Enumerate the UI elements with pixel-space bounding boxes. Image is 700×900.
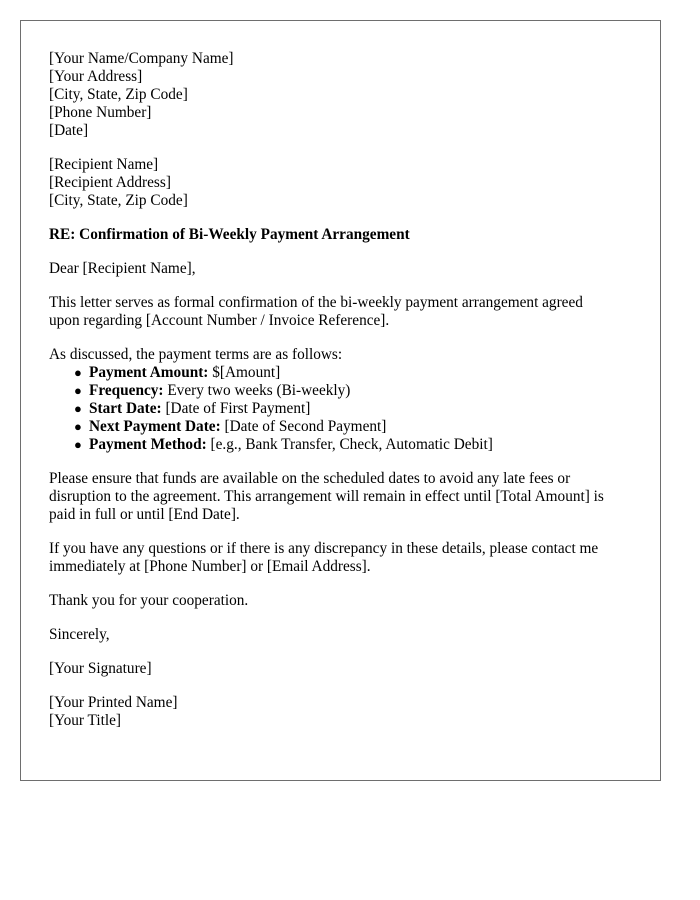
sender-block [49, 50, 632, 140]
intro-paragraph [49, 294, 632, 330]
recipient-address: [Recipient Address] [49, 174, 171, 191]
sender-address: [Your Address] [49, 68, 143, 85]
term-label: Next Payment Date: [89, 418, 221, 435]
bullet-icon: ● [74, 419, 82, 434]
funds-line: disruption to the agreement. This arrangement will remain in effect until [Total Amount] is [49, 488, 604, 505]
questions-paragraph [49, 540, 632, 576]
sign-off: Sincerely, [49, 626, 110, 643]
recipient-block [49, 156, 632, 210]
term-start-date [74, 400, 632, 418]
terms-intro: As discussed, the payment terms are as follows: [49, 346, 343, 363]
letter-page [20, 20, 661, 781]
term-payment-method [74, 436, 632, 454]
payment-terms-list [49, 364, 632, 454]
term-label: Frequency: [89, 382, 164, 399]
sender-phone: [Phone Number] [49, 104, 152, 121]
intro-line: upon regarding [Account Number / Invoice Reference]. [49, 312, 390, 329]
sender-city: [City, State, Zip Code] [49, 86, 188, 103]
term-value: $[Amount] [208, 364, 281, 381]
questions-line: immediately at [Phone Number] or [Email Address]. [49, 558, 371, 575]
term-value: [Date of First Payment] [161, 400, 311, 417]
signature-placeholder: [Your Signature] [49, 660, 152, 677]
intro-line: This letter serves as formal confirmation of the bi-weekly payment arrangement agreed [49, 294, 583, 311]
funds-line: paid in full or until [End Date]. [49, 506, 240, 523]
bullet-icon: ● [74, 437, 82, 452]
bullet-icon: ● [74, 383, 82, 398]
term-value: [e.g., Bank Transfer, Check, Automatic Debit] [206, 436, 493, 453]
term-label: Start Date: [89, 400, 162, 417]
recipient-name: [Recipient Name] [49, 156, 159, 173]
letter-date: [Date] [49, 122, 89, 139]
sender-name: [Your Name/Company Name] [49, 50, 234, 67]
salutation: Dear [Recipient Name], [49, 260, 196, 277]
bullet-icon: ● [74, 401, 82, 416]
bullet-icon: ● [74, 365, 82, 380]
term-value: Every two weeks (Bi-weekly) [163, 382, 351, 399]
printed-name: [Your Printed Name] [49, 694, 178, 711]
recipient-city: [City, State, Zip Code] [49, 192, 188, 209]
term-next-payment-date [74, 418, 632, 436]
term-label: Payment Method: [89, 436, 207, 453]
questions-line: If you have any questions or if there is any discrepancy in these details, please contact me [49, 540, 599, 557]
signer-title: [Your Title] [49, 712, 121, 729]
thanks-line: Thank you for your cooperation. [49, 592, 249, 609]
funds-line: Please ensure that funds are available on the scheduled dates to avoid any late fees or [49, 470, 571, 487]
term-frequency [74, 382, 632, 400]
term-label: Payment Amount: [89, 364, 209, 381]
term-value: [Date of Second Payment] [220, 418, 387, 435]
funds-paragraph [49, 470, 632, 524]
subject-line: RE: Confirmation of Bi-Weekly Payment Arrangement [49, 226, 410, 243]
term-payment-amount [74, 364, 632, 382]
signer-block [49, 694, 632, 730]
